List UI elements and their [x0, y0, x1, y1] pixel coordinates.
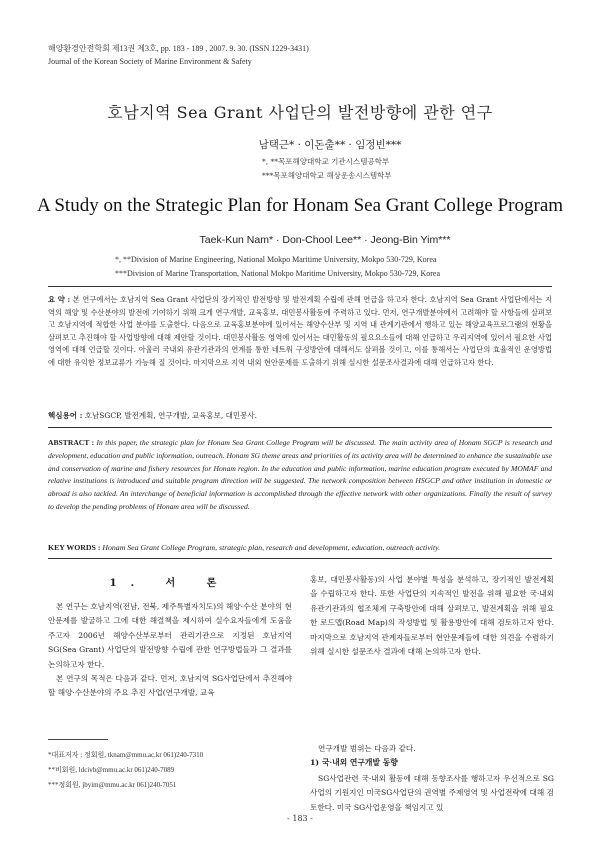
journal-info-korean: 해양환경안전학회 제13권 제3호, pp. 183 - 189 , 2007. 9. 30. (ISSN 1229-3431)	[48, 44, 309, 53]
left-column-body	[48, 600, 292, 701]
english-abstract	[48, 437, 552, 514]
korean-keywords-label: 핵심용어 :	[48, 411, 83, 420]
footnote-2: **비회원, ldcivb@mmu.ac.kr 061)240-7089	[48, 766, 175, 774]
research-scope-text: 연구개발 범위는 다음과 같다.	[318, 744, 416, 753]
abstract-bottom-rule	[48, 558, 552, 559]
korean-authors: 남택근* · 이돈출** · 임정빈***	[258, 139, 402, 151]
korean-abstract-label: 요 약 :	[48, 295, 71, 304]
footnotes	[48, 748, 292, 793]
abstract-top-rule	[48, 286, 552, 287]
intro-paragraph-continued: 홍보, 대민봉사활동)의 사업 분야별 특성을 분석하고, 장기적인 발전계획을 수립하고자 한다. 또한 사업단의 지속적인 발전을 위해 필요한 국·내외 유관기관과의 협조체계 구축방안에 대해 살펴보고, 발전계획을 위해 필요한 로드맵(Road Map)의 작성방법 및 활용방안에 대해 검토하고자 한다. 마지막으로 호남지역 관계자들로부터 현안문제들에 대한 의견을 수렴하기 위해 실시한 설문조사 결과에 대해 논의하고자 한다.	[310, 575, 554, 657]
korean-abstract	[48, 294, 552, 370]
english-keywords	[48, 543, 552, 552]
english-authors: Taek-Kun Nam* · Don-Chool Lee** · Jeong-Bin Yim***	[199, 234, 451, 246]
footnote-1: *대표저자 : 정회원, tknam@mmu.ac.kr 061)240-7310	[48, 751, 204, 759]
english-affiliation-1: *, **Division of Marine Engineering, National Mokpo Maritime University, Mokpo 530-729, Korea	[115, 255, 437, 264]
research-scope-intro	[310, 742, 554, 756]
english-abstract-label: ABSTRACT :	[48, 438, 95, 447]
intro-paragraph-1: 본 연구는 호남지역(전남, 전북, 제주특별자치도)의 해양·수산 분야의 현안문제를 발굴하고 그에 대한 해결책을 제시하여 실수요자들에게 도움을 주고자 2006년 해양수산부로부터 관리기관으로 지정된 호남지역 SG(Sea Grant) 사업단의 발전방향 수립에 관한 연구방법들과 그 결과를 논의하고자 한다.	[48, 602, 292, 669]
subsection-paragraph: SG사업관련 국·내외 활동에 대해 동향조사를 행하고자 우선적으로 SG사업의 기원지인 미국SG사업단의 권역별 주제영역 및 사업전략에 대해 검토한다. 미국 SG사업운영을 책임지고 있	[310, 774, 554, 812]
korean-title: 호남지역 Sea Grant 사업단의 발전방향에 관한 연구	[107, 103, 493, 122]
subsection-heading: 1) 국·내외 연구개발 동향	[310, 758, 398, 767]
english-keywords-text: Honam Sea Grant College Program, strategic plan, research and development, education, outreach activity.	[102, 543, 441, 552]
english-title: A Study on the Strategic Plan for Honam Sea Grant College Program	[36, 195, 564, 216]
section-heading-introduction: 1. 서 론	[109, 578, 231, 589]
korean-keywords-text: 호남SGCP, 발전계획, 연구개발, 교육홍보, 대민봉사.	[84, 411, 258, 420]
intro-paragraph-2: 본 연구의 목적은 다음과 같다. 먼저, 호남지역 SG사업단에서 추진해야할 해양·수산분야의 주요 추진 사업(연구개발, 교육	[48, 674, 292, 698]
english-affiliation-2: ***Division of Marine Transportation, National Mokpo Maritime University, Mokpo 530-729, Korea	[115, 269, 440, 278]
journal-info-english: Journal of the Korean Society of Marine Environment & Safety	[48, 57, 252, 66]
korean-keywords	[48, 410, 552, 421]
abstract-middle-rule	[48, 427, 552, 428]
right-column-body	[310, 573, 554, 659]
footnote-3: ***정회원, jbyim@mmu.ac.kr 061)240-7051	[48, 781, 177, 789]
journal-header	[48, 42, 309, 68]
subsection-body	[310, 772, 554, 815]
english-abstract-text: In this paper, the strategic plan for Honam Sea Grant College Program will be discussed. The main activity area of Honam SGCP is research and development, education and public information, outreach. Honam SG theme areas and priorities of its activity area will be determined to enhance the sustainable use and conservation of marine and fishery resources for Honam region. In the education and public information, marine education program executed by MOMAF and relative institutions is introduced and suitable program direction will be suggested. The network composition between HSGCP and other institution in domestic or abroad is also tackled. An interchange of beneficial information is accomplished through the effective network with other organizations. Finally the result of survey to develop the pending problems of Honam area will be discussed.	[48, 438, 552, 511]
korean-abstract-text: 본 연구에서는 호남지역 Sea Grant 사업단의 장기적인 발전방향 및 발전계획 수립에 관해 연급을 하고자 한다. 호남지역 Sea Grant 사업단에서는 지역의 해양 및 수산분야의 발전에 기여하기 위해 크게 연구개발, 교육홍보, 대민봉사활동에 주력하고 있다. 먼저, 연구개발분야에서 고려해야 할 사항들에 살펴보고 호남지역에 적합한 사업 분야를 도출한다. 다음으로 교육홍보분야에 있어서는 해양수산부 및 지역 내 관계기관에서 행하고 있는 해양교육프로그램의 현황을 살펴보고 추진해야 할 사업방향에 대해 제안할 것이다. 대민봉사활동 영역에 있어서는 대민활동의 필요요소들에 대해 언급하고 우리지역에 있어서 필요한 사업영역에 대해 언급할 것이다. 아울러 국내외 유관기관과의 연계를 통한 네트워 구성방안에 대해서도 살펴볼 것이고, 이를 통해서는 사업단의 효율적인 운영방법에 대한 유익한 정보교류가 가능해 질 것이다. 마지막으로 지역 내외 현안문제를 도출하기 위해 실시한 설문조사결과에 대해 언급하고자 한다.	[48, 295, 552, 367]
footnote-rule	[48, 739, 108, 740]
korean-affiliation-2: ***목포해양대학교 해상운송시스템학부	[262, 171, 392, 180]
korean-affiliation-1: *, **목포해양대학교 기관시스템공학부	[262, 157, 390, 166]
page-number: - 183 -	[287, 814, 313, 823]
english-keywords-label: KEY WORDS :	[48, 543, 101, 552]
